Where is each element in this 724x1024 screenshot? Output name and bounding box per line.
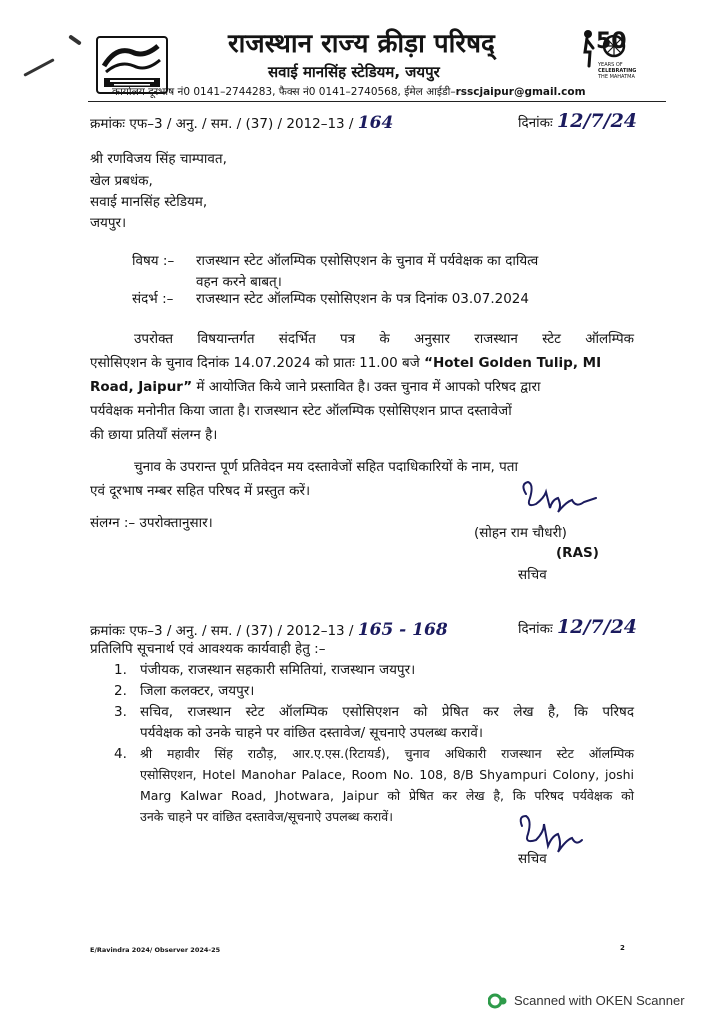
scan-mark — [23, 58, 54, 77]
copy-designation: सचिव — [518, 851, 547, 867]
page-number: 2 — [620, 944, 625, 952]
list-item-number: 4. — [114, 746, 127, 762]
addressee-line: खेल प्रबधंक, — [90, 173, 153, 189]
enclosure-note: संलग्न :– उपरोक्तानुसार। — [90, 515, 213, 531]
contact-text: कार्यालय दूरभाष नं0 0141–2744283, फैक्स नं0 0141–2740568, ईमेल आईडी– — [112, 86, 456, 98]
date-label: दिनांकः — [518, 115, 553, 131]
contact-line — [112, 85, 586, 99]
email-address: rsscjaipur@gmail.com — [455, 86, 586, 98]
para2-line2: एवं दूरभाष नम्बर सहित परिषद में प्रस्तुत करें। — [90, 483, 311, 499]
list-item: पंजीयक, राजस्थान सहकारी समितियां, राजस्थान जयपुर। — [140, 662, 416, 678]
para2-line1: चुनाव के उपरान्त पूर्ण प्रतिवेदन मय दस्तावेजों सहित पदाधिकारियों के नाम, पता — [134, 459, 518, 475]
logo-number: 50 — [596, 29, 627, 54]
reference-number — [90, 114, 393, 133]
list-item: श्री महावीर सिंह राठौड़, आर.ए.एस.(रिटायर्ड), चुनाव अधिकारी राजस्थान स्टेट ऑलम्पिक — [140, 746, 634, 761]
reference-label: संदर्भ :– — [132, 291, 174, 307]
para1-line2-text: एसोसिएशन के चुनाव दिनांक 14.07.2024 को प्रातः 11.00 बजे — [90, 355, 420, 371]
list-item: Marg Kalwar Road, Jhotwara, Jaipur को प्रेषित कर लेख है, कि परिषद पर्यवेक्षक को — [140, 788, 634, 803]
file-reference: E/Ravindra 2024/ Observer 2024-25 — [90, 946, 221, 954]
logo-caption-3: THE MAHATMA — [598, 74, 635, 80]
mahatma-logo — [582, 28, 664, 92]
org-name: राजस्थान राज्य क्रीड़ा परिषद् — [228, 29, 495, 59]
para1-line4: पर्यवेक्षक मनोनीत किया जाता है। राजस्थान स्टेट ऑलम्पिक एसोसिएशन प्राप्त दस्तावेजों — [90, 403, 512, 419]
letter-date — [518, 112, 637, 132]
list-item-number: 3. — [114, 704, 127, 720]
list-item: उनके चाहने पर वांछित दस्तावेज/सूचनाऐ उपलब्ध करावें। — [140, 809, 393, 824]
subject-label: विषय :– — [132, 253, 175, 269]
signature — [512, 478, 600, 524]
copy-date-label: दिनांकः — [518, 621, 553, 637]
ref-handwritten: 164 — [357, 113, 394, 133]
scan-mark — [68, 34, 82, 45]
date-handwritten: 12/7/24 — [557, 110, 638, 132]
venue-city: Road, Jaipur” — [90, 379, 193, 395]
scanner-text: Scanned with OKEN Scanner — [514, 993, 685, 1008]
ref-label: क्रमांकः एफ–3 / अनु. / सम. / (37) / 2012–13 / — [90, 116, 354, 132]
copy-date — [518, 618, 637, 638]
org-address: सवाई मानसिंह स्टेडियम, जयपुर — [268, 63, 440, 81]
para1-line5: की छाया प्रतियाँ संलग्न है। — [90, 427, 218, 443]
list-item: सचिव, राजस्थान स्टेट ऑलम्पिक एसोसिएशन को प्रेषित कर लेख है, कि परिषद — [140, 704, 634, 720]
addressee-line: श्री रणविजय सिंह चाम्पावत, — [90, 151, 227, 167]
subject-text-line1: राजस्थान स्टेट ऑलम्पिक एसोसिएशन के चुनाव में पर्यवेक्षक का दायित्व — [196, 253, 539, 269]
para1-line3-text: में आयोजित किये जाने प्रस्तावित है। उक्त चुनाव में आपको परिषद द्वारा — [196, 379, 541, 395]
logo-caption-2: CELEBRATING — [598, 68, 637, 74]
header-rule — [88, 101, 666, 102]
para1-line1: उपरोक्त विषयान्तर्गत संदर्भित पत्र के अनुसार राजस्थान स्टेट ऑलम्पिक — [134, 331, 634, 347]
copy-intro: प्रतिलिपि सूचनार्थ एवं आवश्यक कार्यवाही हेतु :– — [90, 641, 326, 657]
list-item: पर्यवेक्षक को उनके चाहने पर वांछित दस्तावेज/ सूचनाऐ उपलब्ध करावें। — [140, 725, 483, 741]
para1-line3 — [90, 378, 541, 396]
logo-caption-1: YEARS OF — [598, 62, 623, 68]
venue-name: “Hotel Golden Tulip, MI — [424, 355, 602, 371]
list-item-number: 2. — [114, 683, 127, 699]
reference-text: राजस्थान स्टेट ऑलम्पिक एसोसिएशन के पत्र दिनांक 03.07.2024 — [196, 291, 529, 307]
addressee-line: सवाई मानसिंह स्टेडियम, — [90, 194, 208, 210]
list-item-number: 1. — [114, 662, 127, 678]
copy-ref-label: क्रमांकः एफ–3 / अनु. / सम. / (37) / 2012–13 / — [90, 623, 354, 639]
signatory-name: (सोहन राम चौधरी) — [474, 525, 567, 541]
list-item: जिला कलक्टर, जयपुर। — [140, 683, 255, 699]
subject-text-line2: वहन करने बाबत्। — [196, 274, 282, 290]
scanner-logo-icon — [488, 992, 508, 1010]
copy-date-handwritten: 12/7/24 — [557, 616, 638, 638]
addressee-line: जयपुर। — [90, 215, 127, 231]
para1-line2 — [90, 354, 601, 372]
signatory-designation: सचिव — [518, 567, 547, 583]
list-item: एसोसिएशन, Hotel Manohar Palace, Room No. 108, 8/B Shyampuri Colony, joshi — [140, 767, 634, 782]
copy-reference-number — [90, 621, 448, 640]
signatory-service: (RAS) — [556, 545, 599, 561]
copy-ref-handwritten: 165 - 168 — [357, 620, 448, 640]
